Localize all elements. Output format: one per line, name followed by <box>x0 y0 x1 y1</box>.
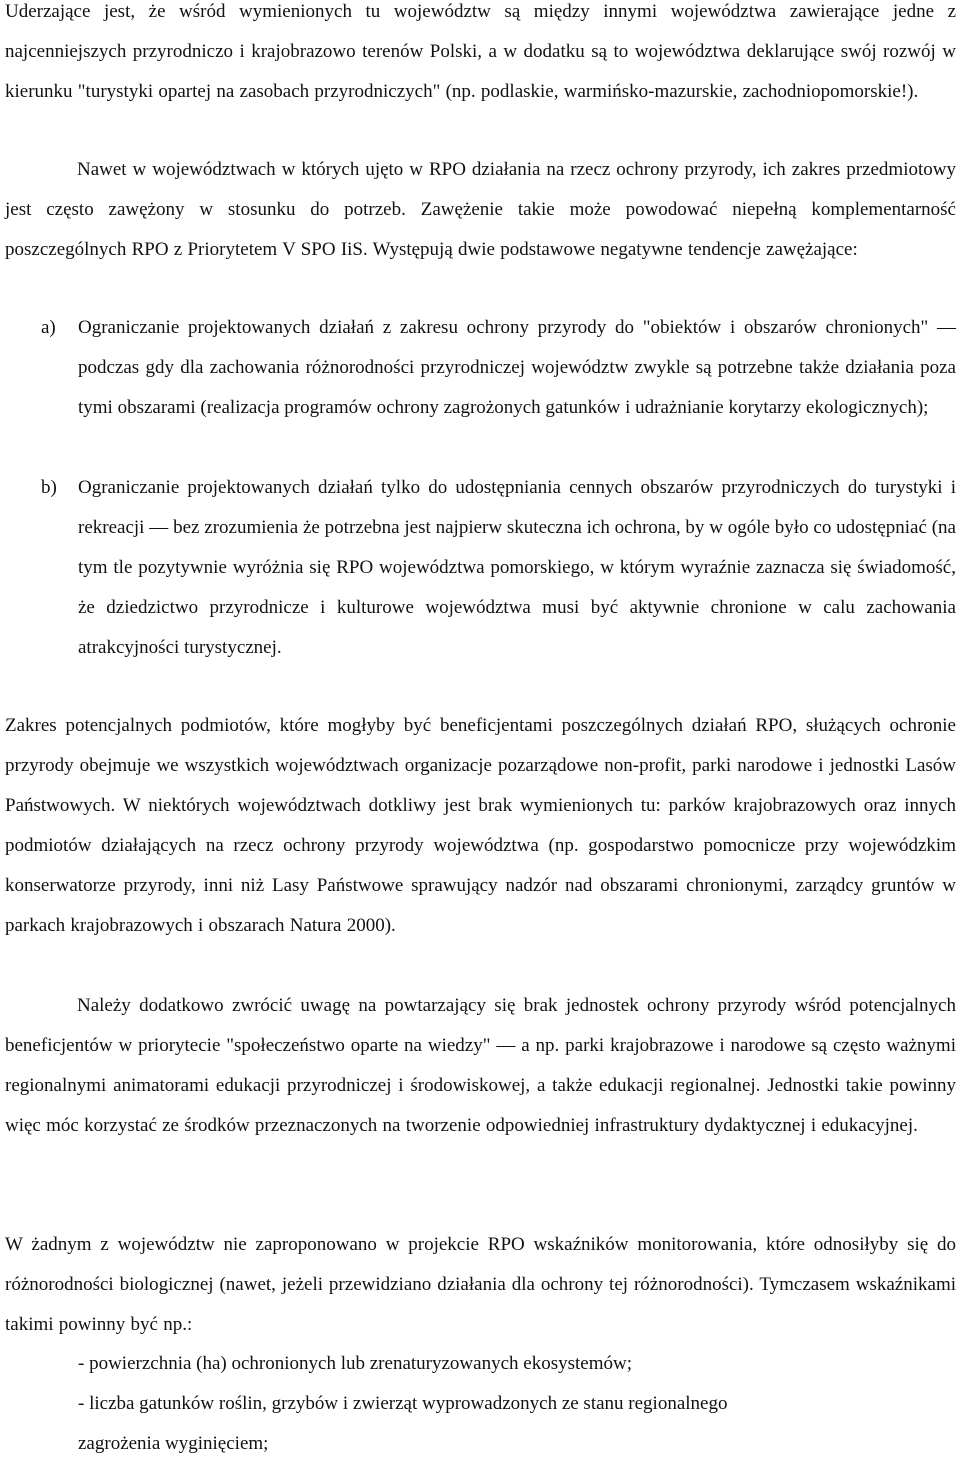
list-text-b: Ograniczanie projektowanych działań tylko do udostępniania cennych obszarów przyrodniczych do turystyki i rekreacji — bez zrozumienia że potrzebna jest najpierw skuteczna ich ochrona, by w ogóle było co udostępniać (na tym tle pozytywnie wyróżnia się RPO województwa pomorskiego, w którym wyraźnie zaznacza się świadomość, że dziedzictwo przyrodnicze i kulturowe województwa musi być aktywnie chronione w calu zachowania atrakcyjności turystycznej. <box>78 477 956 658</box>
indicator-item-2: - liczba gatunków roślin, grzybów i zwierząt wyprowadzonych ze stanu regionalnego <box>78 1393 728 1414</box>
list-marker-b: b) <box>41 477 57 498</box>
indicator-item-2-continued: zagrożenia wyginięciem; <box>78 1433 269 1454</box>
paragraph-1: Uderzające jest, że wśród wymienionych tu województw są między innymi województwa zawierające jedne z najcenniejszych przyrodniczo i krajobrazowo terenów Polski, a w dodatku są to województwa deklarujące swój rozwój w kierunku "turystyki opartej na zasobach przyrodniczych" (np. podlaskie, warmińsko-mazurskie, zachodniopomorskie!). <box>5 1 956 102</box>
list-marker-a: a) <box>41 317 56 338</box>
paragraph-2: Nawet w województwach w których ujęto w RPO działania na rzecz ochrony przyrody, ich zakres przedmiotowy jest często zawężony w stosunku do potrzeb. Zawężenie takie może powodować niepełną komplementarność poszczególnych RPO z Priorytetem V SPO IiS. Występują dwie podstawowe negatywne tendencje zawężające: <box>5 159 956 260</box>
paragraph-3: Zakres potencjalnych podmiotów, które mogłyby być beneficjentami poszczególnych działań RPO, służących ochronie przyrody obejmuje we wszystkich województwach organizacje pozarządowe non-profit, parki narodowe i jednostki Lasów Państwowych. W niektórych województwach dotkliwy jest brak wymienionych tu: parków krajobrazowych oraz innych podmiotów działających na rzecz ochrony przyrody województwa (np. gospodarstwo pomocnicze przy wojewódzkim konserwatorze przyrody, inni niż Lasy Państwowe sprawujący nadzór nad obszarami chronionymi, zarządcy gruntów w parkach krajobrazowych i obszarach Natura 2000). <box>5 715 956 936</box>
paragraph-5: W żadnym z województw nie zaproponowano w projekcie RPO wskaźników monitorowania, które odnosiłyby się do różnorodności biologicznej (nawet, jeżeli przewidziano działania dla ochrony tej różnorodności). Tymczasem wskaźnikami takimi powinny być np.: <box>5 1234 956 1335</box>
list-item-a <box>41 308 956 428</box>
list-item-b <box>41 468 956 668</box>
paragraph-4: Należy dodatkowo zwrócić uwagę na powtarzający się brak jednostek ochrony przyrody wśród potencjalnych beneficjentów w priorytecie "społeczeństwo oparte na wiedzy" — a np. parki krajobrazowe i narodowe są często ważnymi regionalnymi animatorami edukacji przyrodniczej i środowiskowej, a także edukacji regionalnej. Jednostki takie powinny więc móc korzystać ze środków przeznaczonych na tworzenie odpowiedniej infrastruktury dydaktycznej i edukacyjnej. <box>5 995 956 1136</box>
list-text-a: Ograniczanie projektowanych działań z zakresu ochrony przyrody do "obiektów i obszarów chronionych" — podczas gdy dla zachowania różnorodności przyrodniczej województw zwykle są potrzebne także działania poza tymi obszarami (realizacja programów ochrony zagrożonych gatunków i udrażnianie korytarzy ekologicznych); <box>78 317 956 418</box>
indicator-item-1: - powierzchnia (ha) ochronionych lub zrenaturyzowanych ekosystemów; <box>78 1353 632 1374</box>
